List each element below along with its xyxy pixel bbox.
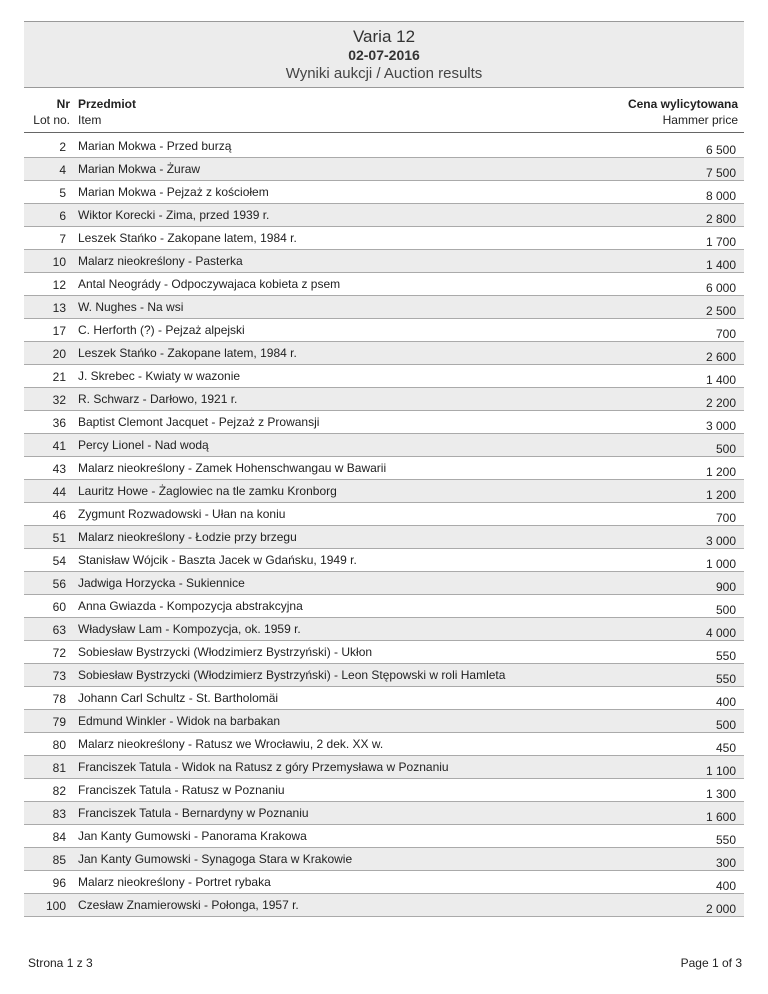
- hammer-price: 1 600: [705, 810, 736, 824]
- lot-item: Marian Mokwa - Żuraw: [78, 162, 201, 176]
- hammer-price: 500: [715, 718, 736, 732]
- table-row: [24, 733, 744, 756]
- lot-item: Antal Neogrády - Odpoczywajaca kobieta z psem: [78, 277, 341, 291]
- hammer-price: 7 500: [705, 166, 736, 180]
- lot-number: 12: [52, 278, 66, 292]
- lot-number: 21: [52, 370, 66, 384]
- hammer-price: 700: [715, 511, 736, 525]
- lot-item: Leszek Stańko - Zakopane latem, 1984 r.: [78, 346, 297, 360]
- lot-item: Marian Mokwa - Przed burzą: [78, 139, 232, 153]
- lot-number: 44: [52, 485, 66, 499]
- lot-number: 80: [52, 738, 66, 752]
- column-header-nr-pl: Nr: [56, 97, 70, 111]
- lot-item: Malarz nieokreślony - Pasterka: [78, 254, 243, 268]
- auction-title: Varia 12: [352, 27, 416, 46]
- lot-item: Władysław Lam - Kompozycja, ok. 1959 r.: [78, 622, 301, 636]
- lot-number: 79: [52, 715, 66, 729]
- hammer-price: 300: [715, 856, 736, 870]
- results-table-body: [24, 135, 744, 917]
- column-header-price-en: Hammer price: [662, 113, 738, 127]
- lot-item: R. Schwarz - Darłowo, 1921 r.: [78, 392, 238, 406]
- lot-number: 83: [52, 807, 66, 821]
- hammer-price: 550: [715, 833, 736, 847]
- lot-item: Marian Mokwa - Pejzaż z kościołem: [78, 185, 269, 199]
- lot-number: 82: [52, 784, 66, 798]
- table-row: [24, 503, 744, 526]
- hammer-price: 2 600: [705, 350, 736, 364]
- lot-number: 81: [52, 761, 66, 775]
- lot-number: 78: [52, 692, 66, 706]
- table-row: [24, 894, 744, 917]
- table-row: [24, 135, 744, 158]
- lot-number: 6: [59, 209, 66, 223]
- hammer-price: 6 500: [705, 143, 736, 157]
- title-band: [24, 21, 744, 88]
- table-row: [24, 595, 744, 618]
- table-row: [24, 411, 744, 434]
- table-row: [24, 572, 744, 595]
- hammer-price: 3 000: [705, 534, 736, 548]
- hammer-price: 550: [715, 672, 736, 686]
- lot-number: 73: [52, 669, 66, 683]
- table-row: [24, 158, 744, 181]
- lot-number: 100: [45, 899, 66, 913]
- hammer-price: 400: [715, 695, 736, 709]
- lot-item: Anna Gwiazda - Kompozycja abstrakcyjna: [78, 599, 303, 613]
- table-row: [24, 664, 744, 687]
- table-row: [24, 802, 744, 825]
- table-row: [24, 273, 744, 296]
- lot-number: 72: [52, 646, 66, 660]
- lot-item: Franciszek Tatula - Ratusz w Poznaniu: [78, 783, 285, 797]
- lot-number: 10: [52, 255, 66, 269]
- lot-item: Jadwiga Horzycka - Sukiennice: [78, 576, 245, 590]
- lot-number: 54: [52, 554, 66, 568]
- column-header-item-en: Item: [78, 113, 102, 127]
- table-row: [24, 434, 744, 457]
- lot-number: 41: [52, 439, 66, 453]
- lot-item: Edmund Winkler - Widok na barbakan: [78, 714, 281, 728]
- lot-number: 32: [52, 393, 66, 407]
- table-row: [24, 227, 744, 250]
- table-row: [24, 687, 744, 710]
- lot-item: J. Skrebec - Kwiaty w wazonie: [78, 369, 241, 383]
- lot-item: Malarz nieokreślony - Łodzie przy brzegu: [78, 530, 297, 544]
- page-counter-en: Page 1 of 3: [680, 956, 742, 970]
- column-header-nr-en: Lot no.: [33, 113, 70, 127]
- lot-item: Franciszek Tatula - Bernardyny w Poznaniu: [78, 806, 309, 820]
- lot-item: Zygmunt Rozwadowski - Ułan na koniu: [78, 507, 286, 521]
- table-row: [24, 779, 744, 802]
- hammer-price: 1 400: [705, 373, 736, 387]
- lot-item: Lauritz Howe - Żaglowiec na tle zamku Kronborg: [78, 484, 337, 498]
- table-row: [24, 825, 744, 848]
- table-row: [24, 365, 744, 388]
- hammer-price: 1 100: [705, 764, 736, 778]
- table-row: [24, 388, 744, 411]
- table-row: [24, 457, 744, 480]
- hammer-price: 8 000: [705, 189, 736, 203]
- table-row: [24, 296, 744, 319]
- hammer-price: 3 000: [705, 419, 736, 433]
- table-row: [24, 618, 744, 641]
- lot-item: Stanisław Wójcik - Baszta Jacek w Gdańsku, 1949 r.: [78, 553, 357, 567]
- hammer-price: 500: [715, 603, 736, 617]
- lot-number: 84: [52, 830, 66, 844]
- column-header-price: [628, 96, 738, 128]
- lot-item: Jan Kanty Gumowski - Synagoga Stara w Krakowie: [78, 852, 353, 866]
- table-row: [24, 756, 744, 779]
- lot-item: Franciszek Tatula - Widok na Ratusz z góry Przemysława w Poznaniu: [78, 760, 449, 774]
- table-row: [24, 549, 744, 572]
- lot-number: 60: [52, 600, 66, 614]
- table-row: [24, 710, 744, 733]
- hammer-price: 4 000: [705, 626, 736, 640]
- lot-number: 20: [52, 347, 66, 361]
- table-row: [24, 641, 744, 664]
- lot-item: Jan Kanty Gumowski - Panorama Krakowa: [78, 829, 307, 843]
- hammer-price: 6 000: [705, 281, 736, 295]
- lot-item: Sobiesław Bystrzycki (Włodzimierz Bystrzyński) - Ukłon: [78, 645, 373, 659]
- table-row: [24, 848, 744, 871]
- hammer-price: 900: [715, 580, 736, 594]
- hammer-price: 400: [715, 879, 736, 893]
- auction-subtitle: Wyniki aukcji / Auction results: [285, 65, 483, 82]
- lot-number: 56: [52, 577, 66, 591]
- lot-item: Johann Carl Schultz - St. Bartholomäi: [78, 691, 279, 705]
- column-header-lot-no: [24, 96, 70, 128]
- auction-date: 02-07-2016: [348, 47, 420, 63]
- lot-item: Percy Lionel - Nad wodą: [78, 438, 209, 452]
- lot-number: 13: [52, 301, 66, 315]
- table-row: [24, 871, 744, 894]
- column-header-price-pl: Cena wylicytowana: [627, 97, 738, 111]
- hammer-price: 2 500: [705, 304, 736, 318]
- lot-number: 63: [52, 623, 66, 637]
- lot-item: Malarz nieokreślony - Zamek Hohenschwangau w Bawarii: [78, 461, 387, 475]
- lot-item: C. Herforth (?) - Pejzaż alpejski: [78, 323, 245, 337]
- table-row: [24, 526, 744, 549]
- hammer-price: 1 700: [705, 235, 736, 249]
- table-header: [24, 96, 744, 133]
- hammer-price: 2 200: [705, 396, 736, 410]
- lot-item: Malarz nieokreślony - Portret rybaka: [78, 875, 271, 889]
- lot-number: 17: [52, 324, 66, 338]
- table-row: [24, 250, 744, 273]
- lot-number: 46: [52, 508, 66, 522]
- lot-item: Malarz nieokreślony - Ratusz we Wrocławiu, 2 dek. XX w.: [78, 737, 384, 751]
- table-row: [24, 204, 744, 227]
- lot-number: 85: [52, 853, 66, 867]
- lot-number: 4: [59, 163, 66, 177]
- lot-item: Sobiesław Bystrzycki (Włodzimierz Bystrzyński) - Leon Stępowski w roli Hamleta: [78, 668, 506, 682]
- hammer-price: 500: [715, 442, 736, 456]
- hammer-price: 1 400: [705, 258, 736, 272]
- lot-item: Wiktor Korecki - Zima, przed 1939 r.: [78, 208, 270, 222]
- hammer-price: 1 200: [705, 465, 736, 479]
- lot-item: W. Nughes - Na wsi: [78, 300, 184, 314]
- hammer-price: 700: [715, 327, 736, 341]
- table-row: [24, 342, 744, 365]
- hammer-price: 1 000: [705, 557, 736, 571]
- lot-number: 43: [52, 462, 66, 476]
- page-counter-pl: Strona 1 z 3: [28, 956, 93, 970]
- hammer-price: 1 200: [705, 488, 736, 502]
- lot-item: Czesław Znamierowski - Połonga, 1957 r.: [78, 898, 299, 912]
- lot-number: 2: [59, 140, 66, 154]
- lot-item: Leszek Stańko - Zakopane latem, 1984 r.: [78, 231, 297, 245]
- lot-number: 7: [59, 232, 66, 246]
- lot-number: 51: [52, 531, 66, 545]
- column-header-item: [78, 96, 136, 128]
- hammer-price: 1 300: [705, 787, 736, 801]
- column-header-item-pl: Przedmiot: [78, 97, 137, 111]
- lot-item: Baptist Clemont Jacquet - Pejzaż z Prowansji: [78, 415, 320, 429]
- lot-number: 96: [52, 876, 66, 890]
- hammer-price: 450: [715, 741, 736, 755]
- hammer-price: 550: [715, 649, 736, 663]
- table-row: [24, 319, 744, 342]
- table-row: [24, 480, 744, 503]
- lot-number: 5: [59, 186, 66, 200]
- hammer-price: 2 000: [705, 902, 736, 916]
- hammer-price: 2 800: [705, 212, 736, 226]
- table-row: [24, 181, 744, 204]
- lot-number: 36: [52, 416, 66, 430]
